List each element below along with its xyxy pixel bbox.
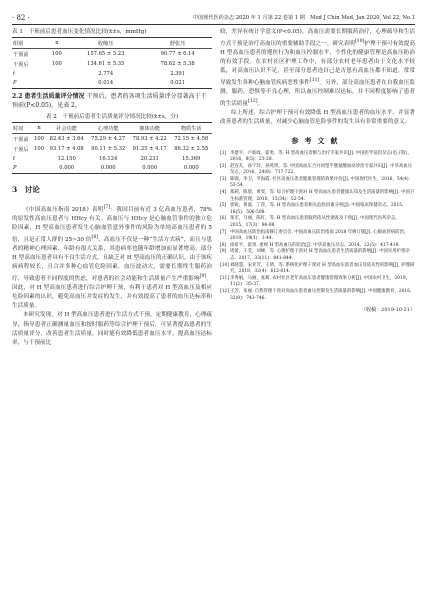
reference-item bbox=[220, 216, 415, 229]
reference-item bbox=[220, 164, 415, 177]
right-column bbox=[220, 28, 415, 313]
reference-number: [6] bbox=[220, 216, 227, 222]
table-cell: 0.000 bbox=[59, 165, 75, 172]
table-cell: 78.62 ± 5.38 bbox=[160, 61, 195, 68]
references-list bbox=[220, 151, 415, 303]
reference-number: [2] bbox=[220, 163, 227, 169]
section-2-2-text: 干预后，患者的各项生活质量评分显著高于干预前(P<0.05)，见表 2。 bbox=[12, 92, 207, 109]
table-cell: 72.15 ± 4.58 bbox=[174, 136, 209, 143]
reference-number: [7] bbox=[220, 229, 227, 235]
section-3-heading: 3 讨论 bbox=[12, 184, 40, 194]
section-2-2-heading: 2.2 患者生活质量评分情况 bbox=[12, 92, 85, 100]
table-cell: 12.150 bbox=[57, 156, 76, 163]
reference-text: 刘晓慧，宋亚芳，王倩，等. 系统化护理干预对 H 型高血压患者血压及依从性的影响[J]. 护理研究，2018，32(4)：612-614. bbox=[230, 262, 415, 275]
table1-header-cell: n bbox=[46, 38, 69, 49]
table1 bbox=[12, 37, 212, 89]
table-cell: 0.021 bbox=[170, 80, 186, 87]
table-row bbox=[12, 144, 212, 154]
table-cell bbox=[32, 164, 46, 174]
table-cell: 75.29 ± 4.27 bbox=[91, 136, 126, 143]
reference-item bbox=[220, 263, 415, 276]
page-number: · 82 · bbox=[12, 14, 30, 22]
table-cell: 90.77 ± 6.14 bbox=[160, 51, 195, 58]
table2-header-cell: n bbox=[32, 122, 46, 133]
table-cell: 干预后 bbox=[13, 61, 29, 68]
table-cell: 干预前 bbox=[13, 51, 29, 58]
reference-text: 郑莉，陈晨，黄雯，等. 综合护理干预对 H 型高血压患者健康认知及生活质量的影响[J]. 中国卫生标准管理，2016，15(34)：52-54. bbox=[230, 190, 415, 202]
conclusion-paragraph: 综上所述，综合护理干预可有效降低 H 型高血压患者的血压水平，并显著改善患者的生活质量，对减少心脑血管危险事件的发生具有非常重要的意义。 bbox=[220, 110, 415, 126]
table-cell: 100 bbox=[34, 146, 45, 153]
references-title: 参考文献 bbox=[291, 135, 344, 145]
journal-header: 中国现代医药杂志 2020 年 1 月第 22 卷第 1 期 Mod J Chin Med, Jan 2020, Vol 22, No.1 bbox=[192, 15, 415, 21]
reference-item bbox=[220, 249, 415, 262]
table-cell: 90.11 ± 5.32 bbox=[91, 146, 126, 153]
table1-header-row bbox=[12, 38, 212, 49]
table-cell: 91.25 ± 4.17 bbox=[132, 146, 167, 153]
table-cell: 78.93 ± 4.22 bbox=[132, 136, 167, 143]
table-row bbox=[12, 79, 212, 89]
reference-text: 赵连友，孙宁玲，孙英贤，等. 中国高血压合并同型半胱氨酸血症诊治专家共识[J]. 中华高血压杂志，2016，24(8)：717-722. bbox=[230, 163, 413, 176]
table2-header-cell: 心理功能 bbox=[87, 122, 129, 133]
table-cell: 86.32 ± 2.55 bbox=[174, 146, 209, 153]
table-cell bbox=[46, 79, 69, 89]
reference-item bbox=[220, 177, 415, 190]
table2 bbox=[12, 122, 212, 174]
reference-number: [8] bbox=[220, 242, 227, 248]
discussion-paragraph-1: 《中国高血压指南 2018》表明[7]：我国目前有近 3 亿高血压患者，78% 的原发性高血压患者与 HHcy 有关。高血压与 HHcy 是心脑血管事件的独立危险因素，H 型高血压患者发生心脑血管意外事件的风险为单纯高血压患者的 5 倍，且是正常人群的 25~30 倍[8]。高血压不仅是一种“生活方式病”，而且与患者的精神心理因素、年龄有很大关系，其患病率也随年龄增加而显著增高。部分 H 型高血压患者具有不良生活方式，且缺乏对 H 型高血压的正确认识，由于该疾病病程较长，且合并多种心血管危险因素，血压波动大，需要长期终生服药治疗，导致患者不同程度的焦虑，对患者的社会功能和生活质量产生严重影响[9]。因此，对 H 型高血压患者进行综合护理干预，有利于患者对 H 型高血压及相应危险因素的认识，避免高血压并发症的发生，并有效提高了患者的血压达标率和生活质量。 bbox=[12, 204, 212, 310]
reference-number: [10] bbox=[220, 262, 230, 268]
table-cell: 干预前 bbox=[13, 136, 29, 143]
reference-item bbox=[220, 289, 415, 302]
table-row bbox=[12, 49, 212, 60]
discussion-paragraph-3: 较，差异有统计学意义(P<0.05)。高血压需要长期服药治疗，心理疏导和生活方式干预是治疗高血压的重要辅助手段之一。研究表明[10]护理干预可有效提高 H 型高血压患者的遵医行为和血压控制水平，个性化的健康管理是高血压防治的有效手段。在农村社区护理工作中，有部分农村老年患者由于文化水平较低，对高血压认识不足，甚至部分患者连自己是否患有高血压都不知道，常常导致发生各种心脑血管疾病恶性事件[11]。另外，部分高血压患者在自我血压监测、服药、恐惧等不良心理，所以血压控制难以达标，并不同程度影响了患者的生活质量[12]。 bbox=[220, 29, 415, 108]
table1-header-cell: 收缩压 bbox=[68, 38, 143, 49]
reference-number: [4] bbox=[220, 190, 227, 196]
reference-text: 李建平，卢新政，霍勇，等. H 型高血压诊断与治疗专家共识[J]. 中国医学前沿杂志(电子版)，2016，8(5)：23-28. bbox=[230, 150, 412, 163]
reference-text: 李秀娟，马丽，张莉. 农村社区老年高血压患者健康管理效果分析[J]. 中国农村卫生，2019，11(2)：35-37. bbox=[230, 275, 411, 288]
table2-header-cell: 社会功能 bbox=[46, 122, 88, 133]
table-cell: 82.43 ± 3.64 bbox=[49, 136, 84, 143]
table-cell: 100 bbox=[51, 61, 62, 68]
table-row bbox=[12, 59, 212, 69]
reference-item bbox=[220, 190, 415, 203]
header-rule bbox=[12, 24, 415, 25]
reference-text: 陈锦，李卫，罗海霞. 社区高血压患者健康管理的效果评价[J]. 中国现代医生，2016，54(4)：53-54. bbox=[230, 176, 414, 189]
reference-number: [11] bbox=[220, 275, 230, 281]
reference-number: [12] bbox=[220, 288, 230, 294]
table-cell: 100 bbox=[34, 136, 45, 143]
reference-item bbox=[220, 151, 415, 164]
reference-text: 周蕾，王莹，刘峰，等. 心理护理干预对 H 型高血压患者生活质量的影响[J]. 中国实用护理杂志，2017，33(11)：841-844. bbox=[230, 249, 410, 262]
table-cell: 93.17 ± 4.08 bbox=[49, 146, 84, 153]
table-cell: 0.014 bbox=[98, 80, 114, 87]
table2-header-row bbox=[12, 122, 212, 133]
received-date: （收稿：2019-10-21） bbox=[361, 307, 415, 314]
table-cell: 0.000 bbox=[100, 165, 116, 172]
reference-item bbox=[220, 276, 415, 289]
section-2-2 bbox=[12, 92, 212, 110]
table2-caption: 表 2 干预前后患者生活质量评分情况比较(x̄±s，分) bbox=[45, 113, 179, 120]
table-row bbox=[12, 70, 212, 79]
table2-header-cell: 物质生活 bbox=[170, 122, 212, 133]
reference-text: 徐希平，霍勇. 重视 H 型高血压的防治[J]. 中华高血压杂志，2014，22(5)：417-419. bbox=[230, 242, 400, 248]
table-cell: P bbox=[13, 80, 17, 87]
reference-text: 王芳，朱丽. 自我管理干预对高血压患者血压控制及生活质量的影响[J]. 中国健康教育，2016，32(8)：743-746. bbox=[230, 288, 415, 301]
table1-header-cell: 舒张压 bbox=[143, 38, 212, 49]
table-cell: P bbox=[13, 165, 17, 172]
left-column bbox=[12, 28, 212, 348]
table1-caption: 表 1 干预前后患者血压变化情况比较(x̄±s，mmHg) bbox=[12, 29, 147, 35]
table-row bbox=[12, 134, 212, 145]
table-cell: 0.000 bbox=[183, 165, 199, 172]
table-cell: 2.774 bbox=[98, 71, 114, 78]
reference-text: 郭锐，黄波，丁萍，等. H 型高血压患者相关危险因素分析[J]. 中国临床保健杂志，2015，18(5)：506-508. bbox=[230, 203, 407, 215]
table-row bbox=[12, 155, 212, 164]
table2-header-cell: 时间 bbox=[12, 122, 32, 133]
reference-number: [1] bbox=[220, 150, 227, 156]
table-cell: 20.231 bbox=[140, 156, 159, 163]
discussion-paragraph-2: 本研究发现，对 H 型高血压患者进行生活方式干预，定期健康教育，心理疏导，指导患者正确测量血压和按时服药等综合护理干预后，可显著提高患者的生活质量评分，改善患者生活质量，同时能有效降低患者血压水平，提高血压达标率，与干预前比 bbox=[12, 312, 212, 346]
reference-text: 张军，马丽，陈红，等. H 型高血压患者服药依从性调查及干预[J]. 中国现代医药杂志，2015，17(3)：86-88. bbox=[230, 216, 400, 229]
table-cell: t bbox=[13, 71, 16, 78]
reference-text: 中国高血压防治指南修订委员会. 中国高血压防治指南 2018 年修订版[J]. 心脑血管病防治，2019，19(1)：1-44. bbox=[230, 229, 409, 242]
table-cell: 100 bbox=[51, 51, 62, 58]
reference-number: [9] bbox=[220, 249, 227, 255]
table2-header-cell: 躯体功能 bbox=[129, 122, 171, 133]
table-cell: 2.391 bbox=[170, 71, 186, 78]
table-cell: 16.124 bbox=[99, 156, 118, 163]
table-cell bbox=[46, 70, 69, 79]
table-cell: 134.61 ± 5.35 bbox=[87, 61, 125, 68]
reference-item bbox=[220, 230, 415, 243]
table1-header-cell: 组别 bbox=[12, 38, 46, 49]
reference-number: [5] bbox=[220, 203, 227, 209]
table-cell: 15.369 bbox=[182, 156, 201, 163]
table-cell bbox=[32, 155, 46, 164]
table-row bbox=[12, 164, 212, 174]
reference-number: [3] bbox=[220, 176, 227, 182]
reference-item bbox=[220, 203, 415, 216]
table-cell: 157.65 ± 5.23 bbox=[87, 51, 125, 58]
table-cell: 干预后 bbox=[13, 146, 29, 153]
table-cell: 0.000 bbox=[142, 165, 158, 172]
table-cell: t bbox=[13, 156, 16, 163]
